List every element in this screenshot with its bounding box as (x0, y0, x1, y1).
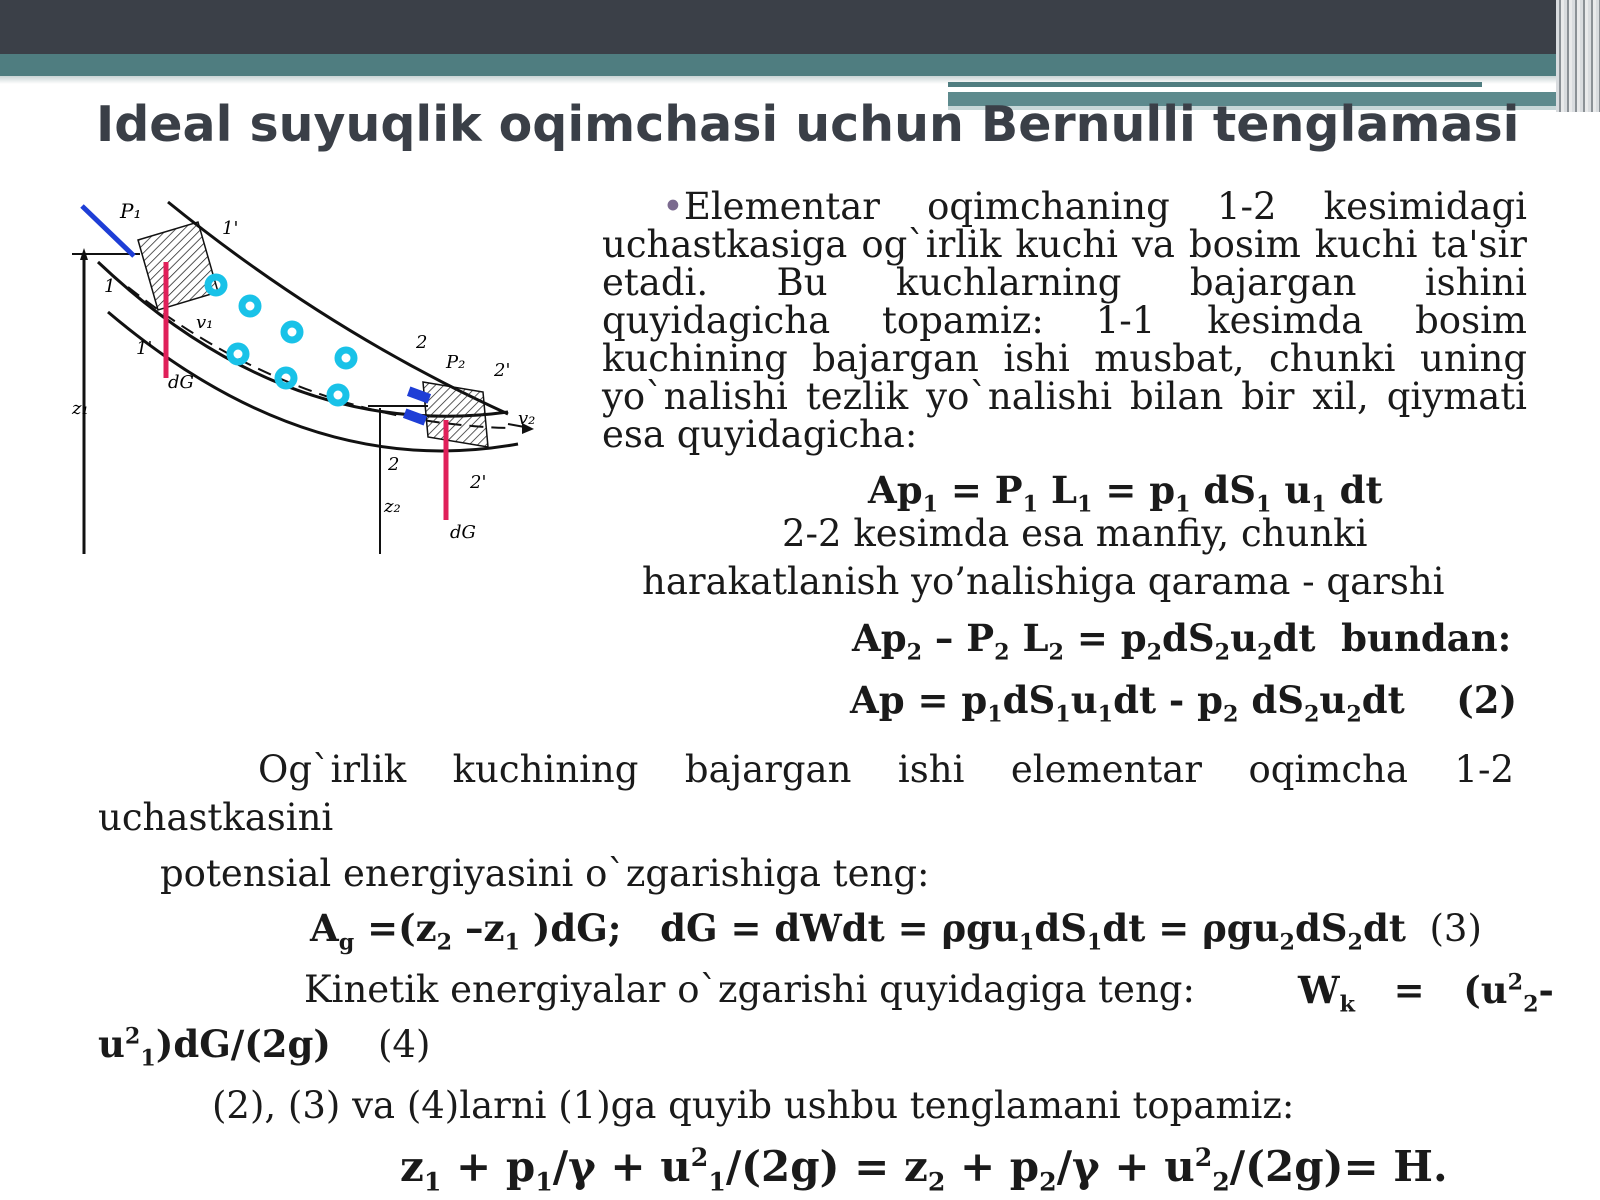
bullet-icon: • (662, 185, 684, 228)
equation-ap1: $Ap_1 = P_1$ $L_1 = p_1$ $dS_1$ $u_1$ dt (868, 468, 1383, 518)
line-2-2-text: 2-2 kesimda esa manfiy, chunki (782, 512, 1368, 555)
equation-3-label: (3) (1429, 907, 1482, 950)
intro-paragraph (602, 185, 1527, 456)
label-z1: z₁ (72, 398, 89, 419)
label-1-prime: 1' (136, 338, 153, 359)
label-2: 2 (416, 332, 428, 353)
intro-text: Elementar oqimchaning 1-2 kesimidagi uchastkasiga og`irlik kuchi va bosim kuchi ta'sir etadi. Bu kuchlarning bajargan ishini quyidagicha topamiz: 1-1 kesimda bosim kuchining bajargan ishi musbat, chunki uning yo`nalishi tezlik yo`nalishi bilan bir xil, qiymati esa quyidagicha: (602, 185, 1527, 456)
header-accent-line (948, 82, 1482, 87)
kinetic-text: Kinetik energiyalar o`zgarishi quyidagiga teng: (304, 968, 1195, 1011)
section-1-hatch (138, 222, 218, 310)
slide-title: Ideal suyuqlik oqimchasi uchun Bernulli tenglamasi (96, 96, 1520, 153)
fluid-particles (208, 277, 354, 403)
stream-tube-figure (68, 192, 558, 572)
equation-ap: $Ap = p_1dS_1u_1dt - p_2$ $dS_2u_2dt$ (2) (850, 678, 1518, 728)
equation-wk-cont: $u^2_1)dG/(2g)$ (4) (98, 1022, 431, 1072)
label-v1: v₁ (196, 312, 214, 333)
label-z2: z₂ (384, 496, 401, 517)
label-2-prime-top: 2' (494, 360, 511, 381)
p2-marker-2 (403, 409, 427, 426)
tube-top-edge (168, 202, 511, 414)
gravity-text-line2: uchastkasini (98, 796, 334, 839)
label-2-lower: 2 (388, 454, 400, 475)
header-dark-bar (0, 0, 1600, 54)
label-p2: P₂ (446, 352, 466, 373)
header-teal-bar (0, 54, 1600, 76)
equation-ap2: $Ap_2 - P_2$ $L_2 = p_2dS_2u_2dt$ bundan: (852, 616, 1512, 666)
equation-4-label: (4) (377, 1023, 431, 1066)
conclusion-text: (2), (3) va (4)larni (1)ga quyib ushbu tenglamani topamiz: (212, 1084, 1295, 1127)
equation-ag: $A_g =(z_2$ $-z_1$ )dG; dG = dWdt = $\rho gu_1dS_1dt = \rho gu_2dS_2dt$ (3) (310, 906, 1482, 956)
label-dG2: dG (450, 522, 476, 543)
gravity-text-line1: Og`irlik kuchining bajargan ishi elementar oqimcha 1-2 (258, 748, 1514, 791)
label-1: 1 (104, 276, 116, 297)
label-dG1: dG (168, 372, 194, 393)
equation-wk: $W_k = (u^2_2-$ (1298, 968, 1554, 1018)
line-opposite-text: harakatlanish yo’nalishiga qarama - qarshi (642, 560, 1445, 603)
equation-2-label: (2) (1456, 678, 1518, 722)
bernoulli-equation: $z_1 + p_1/\gamma + u^2_1/(2g) = z_2 + p_2/\gamma + u^2_2/(2g)= H$. (400, 1142, 1448, 1197)
label-2-prime: 2' (470, 472, 487, 493)
section-2-hatch (423, 382, 488, 447)
gravity-text-line3: potensial energiyasini o`zgarishiga teng: (160, 852, 930, 895)
label-v2: v₂ (518, 408, 536, 429)
label-p1: P₁ (120, 199, 142, 223)
header-edge-stripes (1556, 0, 1600, 112)
label-1-prime-top: 1' (222, 218, 239, 239)
